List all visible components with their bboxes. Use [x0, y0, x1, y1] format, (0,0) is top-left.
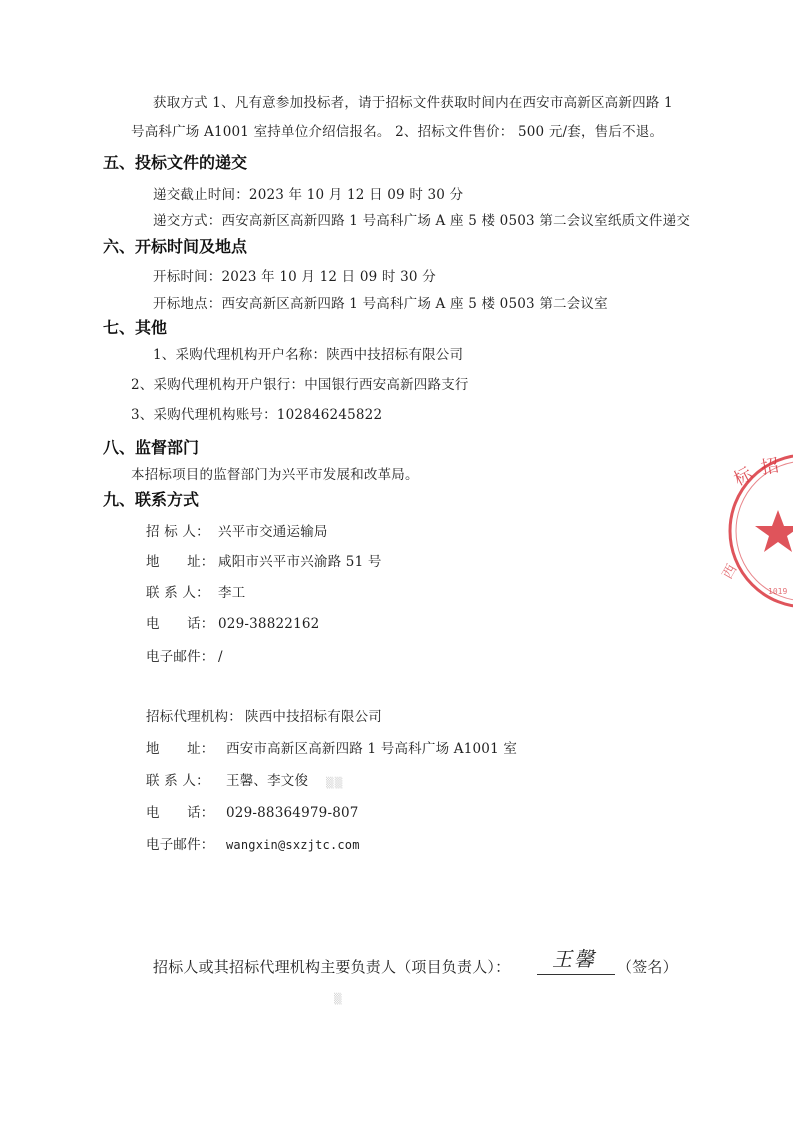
tenderer-address-label: 地 址： [146, 554, 215, 570]
tenderer-name-label: 招 标 人： [146, 524, 210, 540]
agency-email: wangxin@sxzjtc.com [226, 838, 360, 852]
other-item-1: 1、采购代理机构开户名称：陕西中技招标有限公司 [153, 347, 464, 363]
section-8-heading: 八、监督部门 [103, 438, 200, 457]
svg-text:西: 西 [719, 561, 741, 582]
signature-underline [537, 974, 615, 975]
agency-phone-label: 电 话： [146, 805, 215, 821]
tenderer-contact: 李工 [218, 585, 246, 601]
tenderer-email-label: 电子邮件： [146, 649, 215, 665]
supervision-text: 本招标项目的监督部门为兴平市发展和改革局。 [131, 467, 419, 483]
agency-phone: 029-88364979-807 [226, 805, 359, 821]
opening-time: 开标时间：2023 年 10 月 12 日 09 时 30 分 [153, 269, 436, 285]
submission-deadline: 递交截止时间：2023 年 10 月 12 日 09 时 30 分 [153, 187, 464, 203]
section-5-heading: 五、投标文件的递交 [103, 153, 248, 172]
tenderer-phone-label: 电 话： [146, 616, 215, 632]
faint-mark: ▒▒ [326, 778, 344, 789]
opening-place: 开标地点：西安高新区高新四路 1 号高科广场 A 座 5 楼 0503 第二会议室 [153, 296, 608, 312]
agency-email-label: 电子邮件： [146, 837, 215, 853]
agency-address: 西安市高新区高新四路 1 号高科广场 A1001 室 [226, 741, 518, 757]
other-item-2: 2、采购代理机构开户银行：中国银行西安高新四路支行 [131, 377, 469, 393]
other-item-3: 3、采购代理机构账号：102846245822 [131, 407, 383, 423]
faint-mark-2: ▒ [334, 994, 343, 1005]
agency-contact: 王馨、李文俊 [226, 773, 309, 789]
company-seal [719, 452, 793, 614]
section-7-heading: 七、其他 [103, 318, 168, 337]
section-9-heading: 九、联系方式 [103, 490, 200, 509]
agency-name: 陕西中技招标有限公司 [245, 709, 382, 725]
agency-address-label: 地 址： [146, 741, 215, 757]
tenderer-name: 兴平市交通运输局 [218, 524, 328, 540]
obtain-line-2: 号高科广场 A1001 室持单位介绍信报名。 2、招标文件售价： 500 元/套，售后不退。 [131, 124, 664, 140]
submission-method: 递交方式：西安高新区高新四路 1 号高科广场 A 座 5 楼 0503 第二会议室纸质文件递交 [153, 213, 691, 229]
svg-text:标: 标 [730, 463, 757, 491]
tenderer-address: 咸阳市兴平市兴渝路 51 号 [218, 554, 382, 570]
tenderer-phone: 029-38822162 [218, 616, 320, 632]
signature-label: 招标人或其招标代理机构主要负责人（项目负责人）： [153, 958, 511, 976]
obtain-line-1: 获取方式 1、凡有意参加投标者，请于招标文件获取时间内在西安市高新区高新四路 1 [153, 95, 673, 111]
seal-stamp-icon [719, 452, 793, 610]
svg-text:招: 招 [759, 455, 781, 479]
agency-contact-label: 联 系 人： [146, 773, 210, 789]
handwritten-signature: 王馨 [552, 947, 596, 971]
tenderer-contact-label: 联 系 人： [146, 585, 210, 601]
signature-suffix: （签名） [617, 958, 678, 976]
tenderer-email: / [218, 649, 223, 665]
section-6-heading: 六、开标时间及地点 [103, 237, 248, 256]
svg-text:1019: 1019 [768, 587, 788, 596]
agency-name-label: 招标代理机构： [146, 709, 242, 725]
